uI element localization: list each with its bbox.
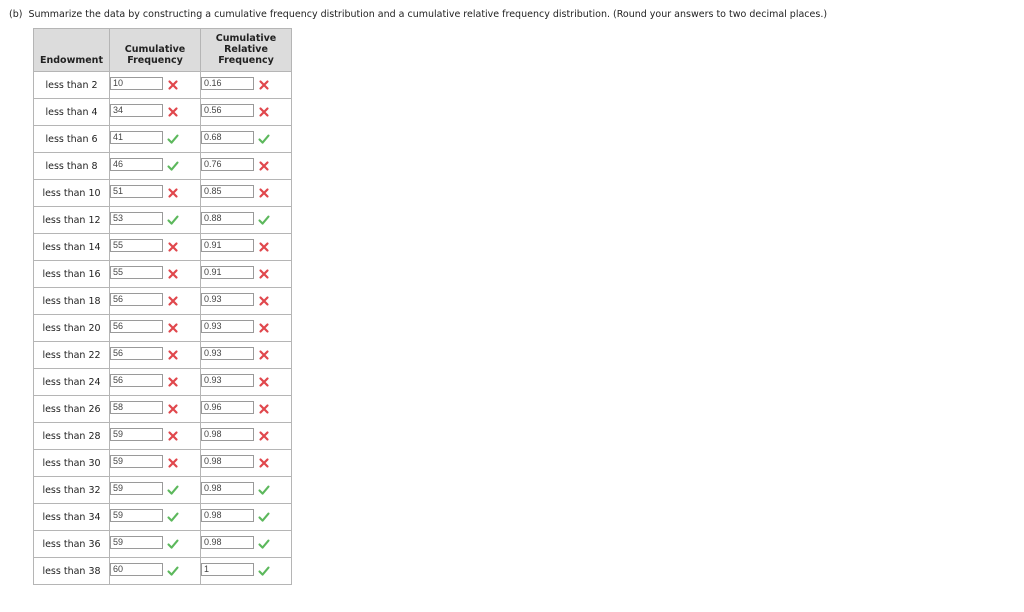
check-icon [167, 538, 179, 550]
x-icon [167, 187, 179, 199]
table-row [34, 315, 292, 342]
endowment-class-label: less than 38 [34, 558, 110, 585]
cumulative-frequency-cell [110, 315, 201, 342]
cumulative-frequency-input[interactable]: 55 [110, 239, 163, 252]
cumulative-relative-frequency-cell [201, 126, 292, 153]
endowment-class-label: less than 10 [34, 180, 110, 207]
table-header-row [34, 29, 292, 72]
table-row [34, 450, 292, 477]
cumulative-frequency-cell [110, 477, 201, 504]
crf-header-line2: Relative [224, 44, 268, 55]
cumulative-frequency-cell [110, 234, 201, 261]
cumulative-frequency-cell [110, 531, 201, 558]
endowment-class-label: less than 2 [34, 72, 110, 99]
cumulative-frequency-cell [110, 288, 201, 315]
cumulative-relative-frequency-input[interactable]: 0.91 [201, 266, 254, 279]
table-row [34, 180, 292, 207]
x-icon [167, 430, 179, 442]
endowment-class-label: less than 12 [34, 207, 110, 234]
check-icon [258, 538, 270, 550]
cumulative-relative-frequency-cell [201, 72, 292, 99]
cumulative-relative-frequency-cell [201, 450, 292, 477]
endowment-class-label: less than 32 [34, 477, 110, 504]
cumulative-relative-frequency-input[interactable]: 1 [201, 563, 254, 576]
endowment-header: Endowment [34, 29, 110, 72]
cf-header-line2: Frequency [127, 55, 183, 66]
endowment-class-label: less than 4 [34, 99, 110, 126]
cumulative-relative-frequency-input[interactable]: 0.76 [201, 158, 254, 171]
cumulative-relative-frequency-input[interactable]: 0.93 [201, 374, 254, 387]
cumulative-relative-frequency-cell [201, 369, 292, 396]
endowment-class-label: less than 20 [34, 315, 110, 342]
cumulative-relative-frequency-input[interactable]: 0.68 [201, 131, 254, 144]
check-icon [258, 133, 270, 145]
x-icon [167, 79, 179, 91]
check-icon [167, 565, 179, 577]
x-icon [167, 106, 179, 118]
cumulative-relative-frequency-cell [201, 504, 292, 531]
cumulative-relative-frequency-cell [201, 423, 292, 450]
cumulative-frequency-input[interactable]: 58 [110, 401, 163, 414]
x-icon [167, 295, 179, 307]
table-row [34, 153, 292, 180]
cumulative-relative-frequency-cell [201, 153, 292, 180]
endowment-class-label: less than 34 [34, 504, 110, 531]
cumulative-relative-frequency-input[interactable]: 0.96 [201, 401, 254, 414]
cumulative-frequency-cell [110, 369, 201, 396]
table-row [34, 207, 292, 234]
x-icon [258, 160, 270, 172]
cumulative-frequency-input[interactable]: 59 [110, 509, 163, 522]
x-icon [258, 376, 270, 388]
cumulative-frequency-cell [110, 450, 201, 477]
check-icon [167, 133, 179, 145]
x-icon [258, 106, 270, 118]
x-icon [258, 349, 270, 361]
x-icon [258, 403, 270, 415]
endowment-class-label: less than 8 [34, 153, 110, 180]
x-icon [167, 349, 179, 361]
table-row [34, 288, 292, 315]
cumulative-frequency-cell [110, 207, 201, 234]
endowment-class-label: less than 24 [34, 369, 110, 396]
cumulative-relative-frequency-input[interactable]: 0.93 [201, 320, 254, 333]
cumulative-frequency-input[interactable]: 59 [110, 482, 163, 495]
cumulative-frequency-input[interactable]: 56 [110, 347, 163, 360]
cumulative-relative-frequency-input[interactable]: 0.85 [201, 185, 254, 198]
check-icon [258, 511, 270, 523]
table-row [34, 531, 292, 558]
cumulative-frequency-input[interactable]: 46 [110, 158, 163, 171]
endowment-class-label: less than 36 [34, 531, 110, 558]
cumulative-relative-frequency-header [201, 29, 292, 72]
x-icon [258, 241, 270, 253]
cumulative-frequency-cell [110, 99, 201, 126]
table-row [34, 234, 292, 261]
question-part-label: (b) [9, 9, 23, 20]
x-icon [167, 268, 179, 280]
cumulative-frequency-input[interactable]: 53 [110, 212, 163, 225]
table-row [34, 504, 292, 531]
endowment-class-label: less than 28 [34, 423, 110, 450]
cumulative-relative-frequency-cell [201, 558, 292, 585]
cumulative-relative-frequency-input[interactable]: 0.98 [201, 455, 254, 468]
check-icon [258, 565, 270, 577]
cumulative-frequency-input[interactable]: 10 [110, 77, 163, 90]
cumulative-frequency-input[interactable]: 34 [110, 104, 163, 117]
cumulative-relative-frequency-cell [201, 180, 292, 207]
cumulative-frequency-cell [110, 342, 201, 369]
x-icon [258, 79, 270, 91]
x-icon [167, 322, 179, 334]
table-row [34, 369, 292, 396]
x-icon [258, 322, 270, 334]
table-row [34, 99, 292, 126]
table-row [34, 477, 292, 504]
table-row [34, 342, 292, 369]
cumulative-frequency-input[interactable]: 59 [110, 536, 163, 549]
x-icon [167, 376, 179, 388]
cumulative-frequency-cell [110, 126, 201, 153]
cumulative-frequency-cell [110, 504, 201, 531]
cumulative-relative-frequency-cell [201, 342, 292, 369]
cumulative-frequency-input[interactable]: 55 [110, 266, 163, 279]
table-row [34, 423, 292, 450]
table-row [34, 72, 292, 99]
cumulative-frequency-input[interactable]: 51 [110, 185, 163, 198]
cumulative-relative-frequency-cell [201, 261, 292, 288]
endowment-class-label: less than 30 [34, 450, 110, 477]
cumulative-frequency-input[interactable]: 56 [110, 320, 163, 333]
endowment-class-label: less than 16 [34, 261, 110, 288]
cumulative-relative-frequency-cell [201, 288, 292, 315]
cumulative-relative-frequency-cell [201, 234, 292, 261]
x-icon [258, 187, 270, 199]
cumulative-frequency-input[interactable]: 59 [110, 428, 163, 441]
cumulative-relative-frequency-cell [201, 477, 292, 504]
cumulative-frequency-cell [110, 153, 201, 180]
cumulative-relative-frequency-cell [201, 531, 292, 558]
cumulative-frequency-cell [110, 396, 201, 423]
cumulative-relative-frequency-cell [201, 207, 292, 234]
cf-header-line1: Cumulative [124, 44, 186, 55]
endowment-class-label: less than 6 [34, 126, 110, 153]
check-icon [167, 484, 179, 496]
cumulative-relative-frequency-input[interactable]: 0.93 [201, 293, 254, 306]
cumulative-relative-frequency-input[interactable]: 0.98 [201, 482, 254, 495]
table-row [34, 261, 292, 288]
cumulative-relative-frequency-cell [201, 396, 292, 423]
table-row [34, 558, 292, 585]
x-icon [258, 457, 270, 469]
x-icon [258, 268, 270, 280]
crf-header-line3: Frequency [218, 55, 274, 66]
check-icon [167, 214, 179, 226]
cumulative-relative-frequency-input[interactable]: 0.16 [201, 77, 254, 90]
cumulative-relative-frequency-input[interactable]: 0.56 [201, 104, 254, 117]
x-icon [167, 403, 179, 415]
check-icon [167, 511, 179, 523]
check-icon [258, 214, 270, 226]
endowment-class-label: less than 22 [34, 342, 110, 369]
cumulative-frequency-input[interactable]: 60 [110, 563, 163, 576]
cumulative-frequency-input[interactable]: 41 [110, 131, 163, 144]
frequency-table [33, 28, 292, 585]
table-row [34, 396, 292, 423]
cumulative-relative-frequency-cell [201, 99, 292, 126]
cumulative-relative-frequency-input[interactable]: 0.93 [201, 347, 254, 360]
check-icon [167, 160, 179, 172]
cumulative-frequency-input[interactable]: 56 [110, 293, 163, 306]
table-row [34, 126, 292, 153]
cumulative-frequency-cell [110, 180, 201, 207]
question-prompt [9, 9, 827, 20]
cumulative-frequency-cell [110, 558, 201, 585]
cumulative-frequency-header [110, 29, 201, 72]
cumulative-relative-frequency-input[interactable]: 0.98 [201, 428, 254, 441]
check-icon [258, 484, 270, 496]
x-icon [258, 430, 270, 442]
endowment-class-label: less than 18 [34, 288, 110, 315]
cumulative-relative-frequency-input[interactable]: 0.98 [201, 509, 254, 522]
cumulative-frequency-cell [110, 72, 201, 99]
cumulative-frequency-cell [110, 423, 201, 450]
cumulative-frequency-input[interactable]: 56 [110, 374, 163, 387]
cumulative-relative-frequency-cell [201, 315, 292, 342]
x-icon [167, 241, 179, 253]
crf-header-line1: Cumulative [215, 33, 277, 44]
cumulative-relative-frequency-input[interactable]: 0.98 [201, 536, 254, 549]
cumulative-relative-frequency-input[interactable]: 0.91 [201, 239, 254, 252]
question-text: Summarize the data by constructing a cumulative frequency distribution and a cumulative relative frequency distribution. (Round your answers to two decimal places.) [28, 9, 828, 20]
cumulative-frequency-cell [110, 261, 201, 288]
endowment-class-label: less than 26 [34, 396, 110, 423]
cumulative-frequency-input[interactable]: 59 [110, 455, 163, 468]
cumulative-relative-frequency-input[interactable]: 0.88 [201, 212, 254, 225]
x-icon [167, 457, 179, 469]
x-icon [258, 295, 270, 307]
endowment-class-label: less than 14 [34, 234, 110, 261]
